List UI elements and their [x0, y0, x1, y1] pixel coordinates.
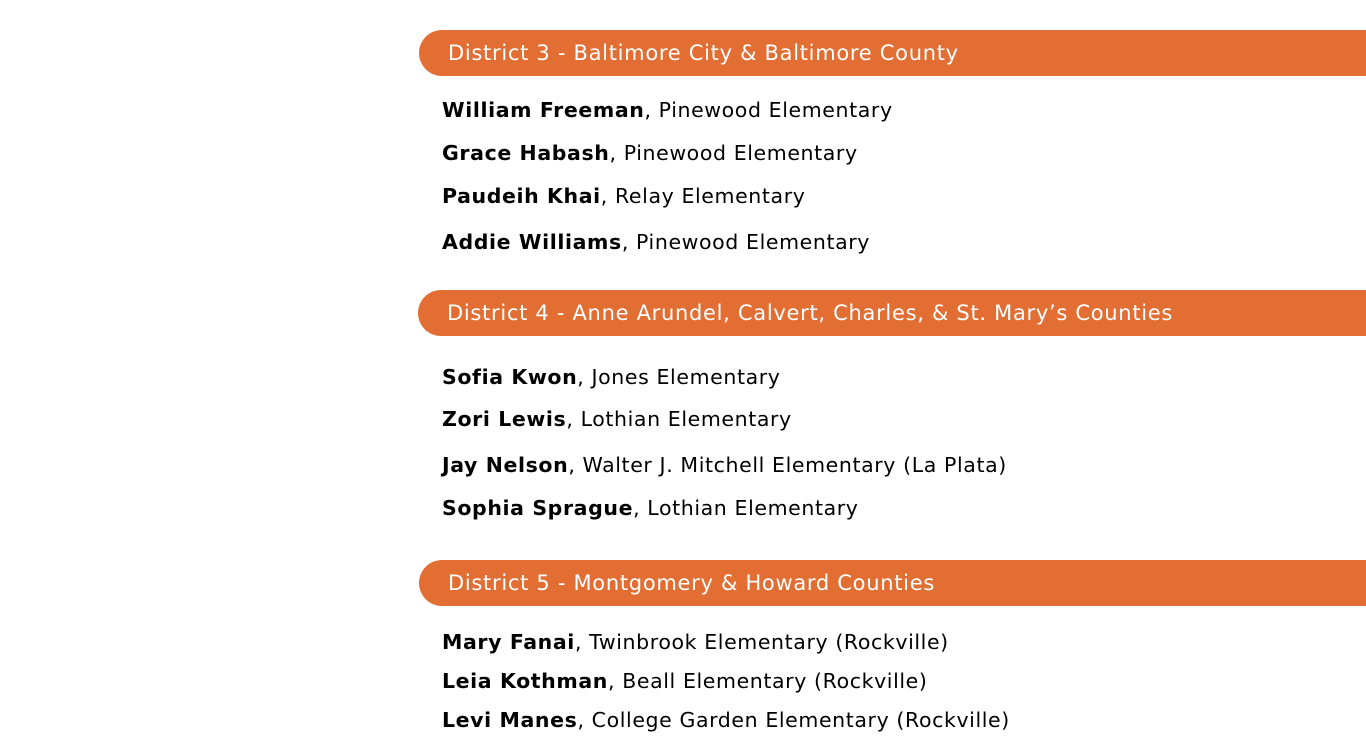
list-item: [442, 364, 781, 390]
member-name: Mary Fanai: [442, 630, 575, 654]
member-school: , Relay Elementary: [600, 184, 806, 208]
list-item: [442, 140, 858, 166]
member-name: Leia Kothman: [442, 669, 608, 693]
member-school: , Pinewood Elementary: [644, 98, 893, 122]
list-item: [442, 452, 1007, 478]
member-name: Zori Lewis: [442, 407, 567, 431]
member-name: Addie Williams: [442, 230, 622, 254]
member-school: , Lothian Elementary: [633, 496, 859, 520]
list-item: [442, 668, 928, 694]
list-item: [442, 97, 893, 123]
district-3-title: District 3 - Baltimore City & Baltimore County: [448, 41, 959, 65]
member-name: Sophia Sprague: [442, 496, 634, 520]
member-name: Sofia Kwon: [442, 365, 578, 389]
list-item: [442, 406, 792, 432]
district-5-banner: [419, 560, 1366, 606]
member-school: , Twinbrook Elementary (Rockville): [574, 630, 949, 654]
member-school: , College Garden Elementary (Rockville): [577, 708, 1010, 732]
member-school: , Pinewood Elementary: [621, 230, 871, 254]
member-school: , Jones Elementary: [577, 365, 781, 389]
member-name: Grace Habash: [442, 141, 610, 165]
list-item: [442, 495, 859, 521]
member-school: , Lothian Elementary: [566, 407, 792, 431]
district-5-title: District 5 - Montgomery & Howard Counties: [448, 571, 935, 595]
district-3-banner: [419, 30, 1366, 76]
list-item: [442, 629, 949, 655]
member-school: , Walter J. Mitchell Elementary (La Plata): [568, 453, 1007, 477]
member-name: Paudeih Khai: [442, 184, 601, 208]
member-school: , Beall Elementary (Rockville): [607, 669, 928, 693]
district-4-banner: [418, 290, 1366, 336]
member-name: William Freeman: [442, 98, 645, 122]
district-4-title: District 4 - Anne Arundel, Calvert, Charles, & St. Mary’s Counties: [447, 301, 1174, 325]
member-name: Jay Nelson: [442, 453, 569, 477]
list-item: [442, 183, 805, 209]
list-item: [442, 229, 870, 255]
list-item: [442, 707, 1010, 733]
member-name: Levi Manes: [442, 708, 578, 732]
member-school: , Pinewood Elementary: [609, 141, 858, 165]
